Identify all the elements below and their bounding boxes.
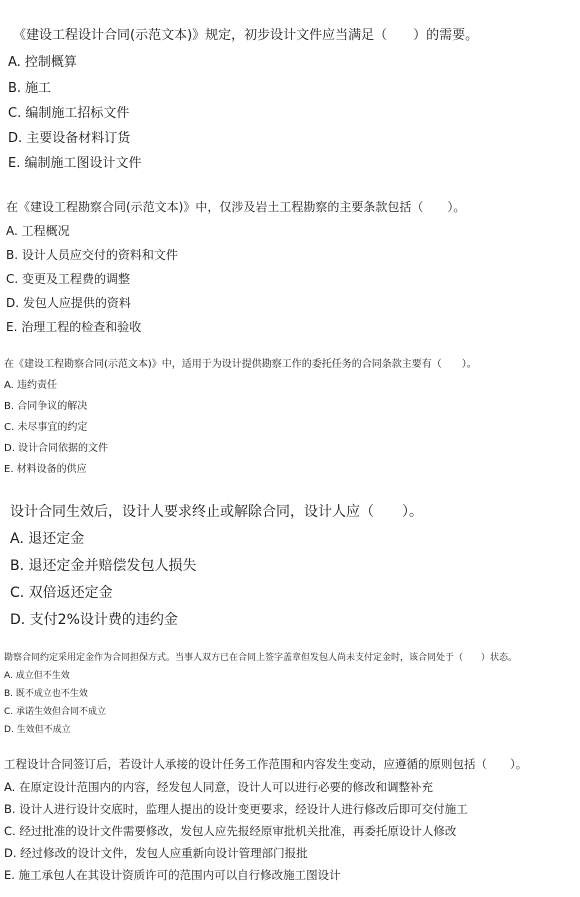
question-2-option-a: A. 工程概况 bbox=[6, 224, 70, 238]
question-5-option-c: C. 承诺生效但合同不成立 bbox=[4, 707, 107, 717]
question-2-stem: 在《建设工程勘察合同(示范文本)》中，仅涉及岩土工程勘察的主要条款包括（ ）。 bbox=[6, 200, 466, 214]
question-3-option-b: B. 合同争议的解决 bbox=[4, 401, 88, 412]
question-6-option-e: E. 施工承包人在其设计资质许可的范围内可以自行修改施工图设计 bbox=[4, 868, 341, 882]
question-2-option-b: B. 设计人员应交付的资料和文件 bbox=[6, 248, 178, 262]
question-1-option-d: D. 主要设备材料订货 bbox=[8, 131, 131, 146]
question-3-option-c: C. 未尽事宜的约定 bbox=[4, 422, 88, 433]
question-3-option-a: A. 违约责任 bbox=[4, 380, 58, 391]
question-6-option-c: C. 经过批准的设计文件需要修改，发包人应先报经原审批机关批准，再委托原设计人修改 bbox=[4, 824, 457, 838]
question-6-option-a: A. 在原定设计范围内的内容，经发包人同意，设计人可以进行必要的修改和调整补充 bbox=[4, 780, 433, 794]
question-5-option-d: D. 生效但不成立 bbox=[4, 725, 71, 735]
question-1-option-e: E. 编制施工图设计文件 bbox=[8, 156, 142, 171]
question-5-option-a: A. 成立但不生效 bbox=[4, 671, 70, 681]
question-4-option-b: B. 退还定金并赔偿发包人损失 bbox=[10, 558, 197, 574]
question-5-option-b: B. 既不成立也不生效 bbox=[4, 689, 88, 699]
question-2-option-c: C. 变更及工程费的调整 bbox=[6, 272, 131, 286]
question-1-option-c: C. 编制施工招标文件 bbox=[8, 106, 130, 121]
question-5-stem: 勘察合同约定采用定金作为合同担保方式。当事人双方已在合同上签字盖章但发包人尚未支付定金时，该合同处于（ ）状态。 bbox=[4, 653, 518, 663]
question-6-option-d: D. 经过修改的设计文件，发包人应重新向设计管理部门报批 bbox=[4, 846, 308, 860]
question-4-option-a: A. 退还定金 bbox=[10, 531, 85, 547]
question-4-option-c: C. 双倍返还定金 bbox=[10, 585, 113, 601]
question-1-option-a: A. 控制概算 bbox=[8, 55, 77, 70]
question-6-stem: 工程设计合同签订后，若设计人承接的设计任务工作范围和内容发生变动，应遵循的原则包括（ ）。 bbox=[4, 757, 528, 771]
question-2-option-d: D. 发包人应提供的资料 bbox=[6, 296, 131, 310]
question-3-option-e: E. 材料设备的供应 bbox=[4, 464, 87, 475]
question-1-stem: 《建设工程设计合同(示范文本)》规定，初步设计文件应当满足（ ）的需要。 bbox=[13, 28, 479, 43]
question-3-stem: 在《建设工程勘察合同(示范文本)》中，适用于为设计提供勘察工作的委托任务的合同条款主要有（ ）。 bbox=[4, 359, 477, 370]
question-3-option-d: D. 设计合同依据的文件 bbox=[4, 443, 109, 454]
question-4-option-d: D. 支付2%设计费的违约金 bbox=[10, 612, 178, 628]
question-6-option-b: B. 设计人进行设计交底时，监理人提出的设计变更要求，经设计人进行修改后即可交付施工 bbox=[4, 802, 468, 816]
question-2-option-e: E. 治理工程的检查和验收 bbox=[6, 320, 142, 334]
question-4-stem: 设计合同生效后，设计人要求终止或解除合同，设计人应（ ）。 bbox=[10, 504, 423, 520]
question-1-option-b: B. 施工 bbox=[8, 81, 52, 96]
